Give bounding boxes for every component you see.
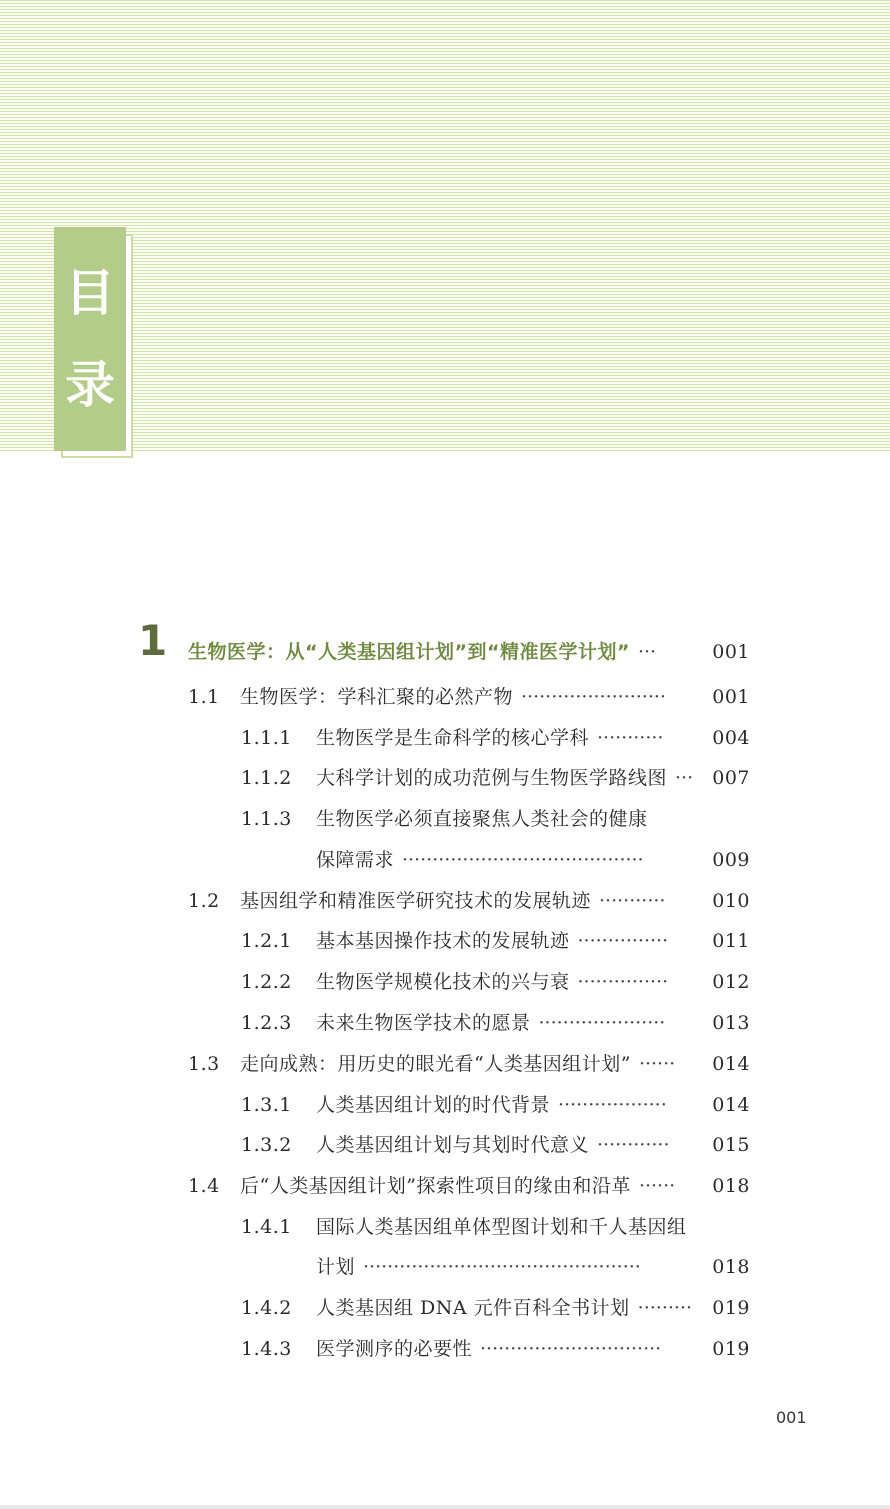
toc-page-number: 011 <box>712 930 750 952</box>
toc-entry-title: 生物医学规模化技术的兴与衰 <box>316 971 570 993</box>
toc-title-char-2: 录 <box>65 355 115 414</box>
toc-page-number: 018 <box>712 1175 750 1197</box>
toc-section-number: 1.1.2 <box>241 767 292 789</box>
toc-section-number: 1.2.3 <box>241 1012 292 1034</box>
toc-section-number: 1.4.2 <box>241 1297 292 1319</box>
toc-leader: ··············· <box>577 930 669 952</box>
toc-entry-row[interactable] <box>241 1293 750 1323</box>
toc-chapter-title: 生物医学：从“人类基因组计划”到“精准医学计划” <box>188 641 630 663</box>
toc-entry-row[interactable] <box>241 1008 750 1038</box>
toc-entry-row[interactable] <box>241 1334 750 1364</box>
toc-entry-title: 基因组学和精准医学研究技术的发展轨迹 <box>240 890 592 912</box>
toc-entry-title: 医学测序的必要性 <box>316 1338 473 1360</box>
toc-section-number: 1.4.1 <box>241 1216 292 1238</box>
toc-entry-title: 人类基因组计划的时代背景 <box>316 1094 551 1116</box>
toc-entry-row[interactable] <box>188 886 750 916</box>
toc-leader: ······ <box>638 1175 676 1197</box>
toc-page-number: 014 <box>712 1094 750 1116</box>
toc-entry-row[interactable] <box>241 1090 750 1120</box>
header-band <box>0 0 890 452</box>
toc-entry-title: 走向成熟：用历史的眼光看“人类基因组计划” <box>240 1053 631 1075</box>
toc-page-number: 015 <box>712 1134 750 1156</box>
toc-entry-row[interactable] <box>188 1049 750 1079</box>
toc-section-number: 1.1.3 <box>241 808 292 830</box>
toc-entry-row[interactable] <box>188 682 750 712</box>
toc-section-number: 1.1 <box>188 686 220 708</box>
toc-leader: ··········· <box>599 890 666 912</box>
toc-leader: ·················· <box>558 1094 667 1116</box>
toc-page-number: 007 <box>712 767 750 789</box>
toc-chapter-row[interactable] <box>188 637 750 667</box>
toc-page-number: 018 <box>712 1256 750 1278</box>
toc-entry-continuation[interactable] <box>316 1252 750 1282</box>
toc-section-number: 1.1.1 <box>241 727 292 749</box>
toc-leader: ····················· <box>538 1012 666 1034</box>
toc-entry-title: 基本基因操作技术的发展轨迹 <box>316 930 570 952</box>
toc-entry-row[interactable] <box>241 967 750 997</box>
toc-leader: ··· <box>637 641 657 663</box>
toc-entry-title: 未来生物医学技术的愿景 <box>316 1012 531 1034</box>
toc-section-number: 1.2.2 <box>241 971 292 993</box>
chapter-number: 1 <box>138 616 168 665</box>
toc-leader: ··············· <box>577 971 669 993</box>
toc-leader: ········································ <box>402 849 644 871</box>
toc-leader: ··········· <box>597 727 664 749</box>
toc-entry-row[interactable] <box>241 926 750 956</box>
toc-page-number: 001 <box>712 686 750 708</box>
toc-entry-title: 保障需求 <box>316 849 395 871</box>
toc-entry-row[interactable] <box>241 723 750 753</box>
toc-leader: ············ <box>597 1134 670 1156</box>
toc-page-number: 004 <box>712 727 750 749</box>
toc-title-char-1: 目 <box>65 264 115 323</box>
toc-section-number: 1.2 <box>188 890 220 912</box>
toc-entry-row[interactable] <box>241 1212 750 1242</box>
toc-leader: ······························ <box>480 1338 662 1360</box>
toc-entry-row[interactable] <box>241 804 750 834</box>
toc-page-number: 012 <box>712 971 750 993</box>
toc-entry-row[interactable] <box>188 1171 750 1201</box>
toc-section-number: 1.4.3 <box>241 1338 292 1360</box>
toc-page-number: 019 <box>712 1338 750 1360</box>
bottom-divider <box>0 1505 890 1509</box>
toc-section-number: 1.3.2 <box>241 1134 292 1156</box>
toc-entry-title: 国际人类基因组单体型图计划和千人基因组 <box>316 1216 687 1238</box>
toc-entry-row[interactable] <box>241 763 750 793</box>
toc-title-block <box>54 227 126 451</box>
toc-entry-title: 人类基因组计划与其划时代意义 <box>316 1134 590 1156</box>
toc-page-number: 014 <box>712 1053 750 1075</box>
toc-entry-row[interactable] <box>241 1130 750 1160</box>
toc-page-number: 019 <box>712 1297 750 1319</box>
toc-page-number: 001 <box>712 641 750 663</box>
toc-entry-title: 计划 <box>316 1256 356 1278</box>
toc-page-number: 010 <box>712 890 750 912</box>
toc-entry-title: 生物医学：学科汇聚的必然产物 <box>240 686 514 708</box>
toc-entry-title: 生物医学是生命科学的核心学科 <box>316 727 590 749</box>
toc-section-number: 1.4 <box>188 1175 220 1197</box>
toc-section-number: 1.3.1 <box>241 1094 292 1116</box>
toc-section-number: 1.2.1 <box>241 930 292 952</box>
toc-entry-title: 大科学计划的成功范例与生物医学路线图 <box>316 767 668 789</box>
toc-entry-title: 人类基因组 DNA 元件百科全书计划 <box>316 1297 630 1319</box>
toc-page-number: 013 <box>712 1012 750 1034</box>
toc-entry-title: 生物医学必须直接聚焦人类社会的健康 <box>316 808 648 830</box>
toc-entry-title: 后“人类基因组计划”探索性项目的缘由和沿革 <box>240 1175 631 1197</box>
toc-entry-continuation[interactable] <box>316 845 750 875</box>
toc-section-number: 1.3 <box>188 1053 220 1075</box>
toc-leader: ··· <box>675 767 694 789</box>
toc-leader: ························ <box>521 686 666 708</box>
toc-leader: ········· <box>637 1297 693 1319</box>
toc-leader: ······ <box>638 1053 676 1075</box>
page-folio: 001 <box>776 1408 807 1427</box>
toc-leader: ·············································· <box>363 1256 641 1278</box>
toc-page-number: 009 <box>712 849 750 871</box>
